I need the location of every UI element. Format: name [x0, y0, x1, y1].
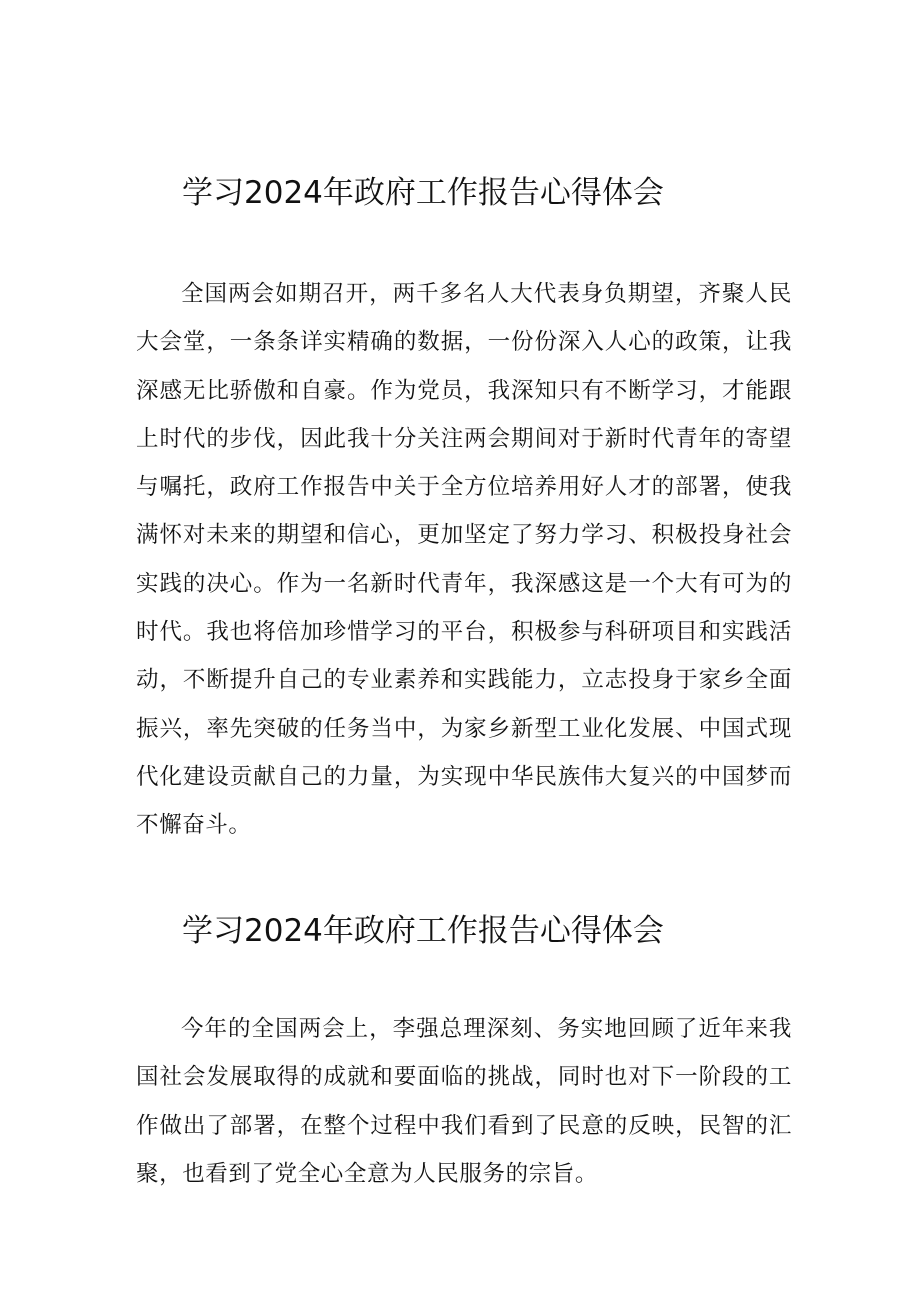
section-body-1: 全国两会如期召开，两千多名人大代表身负期望，齐聚人民大会堂，一条条详实精确的数据，一份份深入人心的政策，让我深感无比骄傲和自豪。作为党员，我深知只有不断学习，才能跟上时代的步伐，因此我十分关注两会期间对于新时代青年的寄望与嘱托，政府工作报告中关于全方位培养用好人才的部署，使我满怀对未来的期望和信心，更加坚定了努力学习、积极投身社会实践的决心。作为一名新时代青年，我深感这是一个大有可为的时代。我也将倍加珍惜学习的平台，积极参与科研项目和实践活动，不断提升自己的专业素养和实践能力，立志投身于家乡全面振兴，率先突破的任务当中，为家乡新型工业化发展、中国式现代化建设贡献自己的力量，为实现中华民族伟大复兴的中国梦而不懈奋斗。 [136, 281, 792, 839]
section-body-2: 今年的全国两会上，李强总理深刻、务实地回顾了近年来我国社会发展取得的成就和要面临的挑战，同时也对下一阶段的工作做出了部署，在整个过程中我们看到了民意的反映，民智的汇聚，也看到了党全心全意为人民服务的宗旨。 [136, 1016, 792, 1187]
section-title-2: 学习2024年政府工作报告心得体会 [182, 913, 664, 949]
section-title-1: 学习2024年政府工作报告心得体会 [182, 175, 664, 211]
